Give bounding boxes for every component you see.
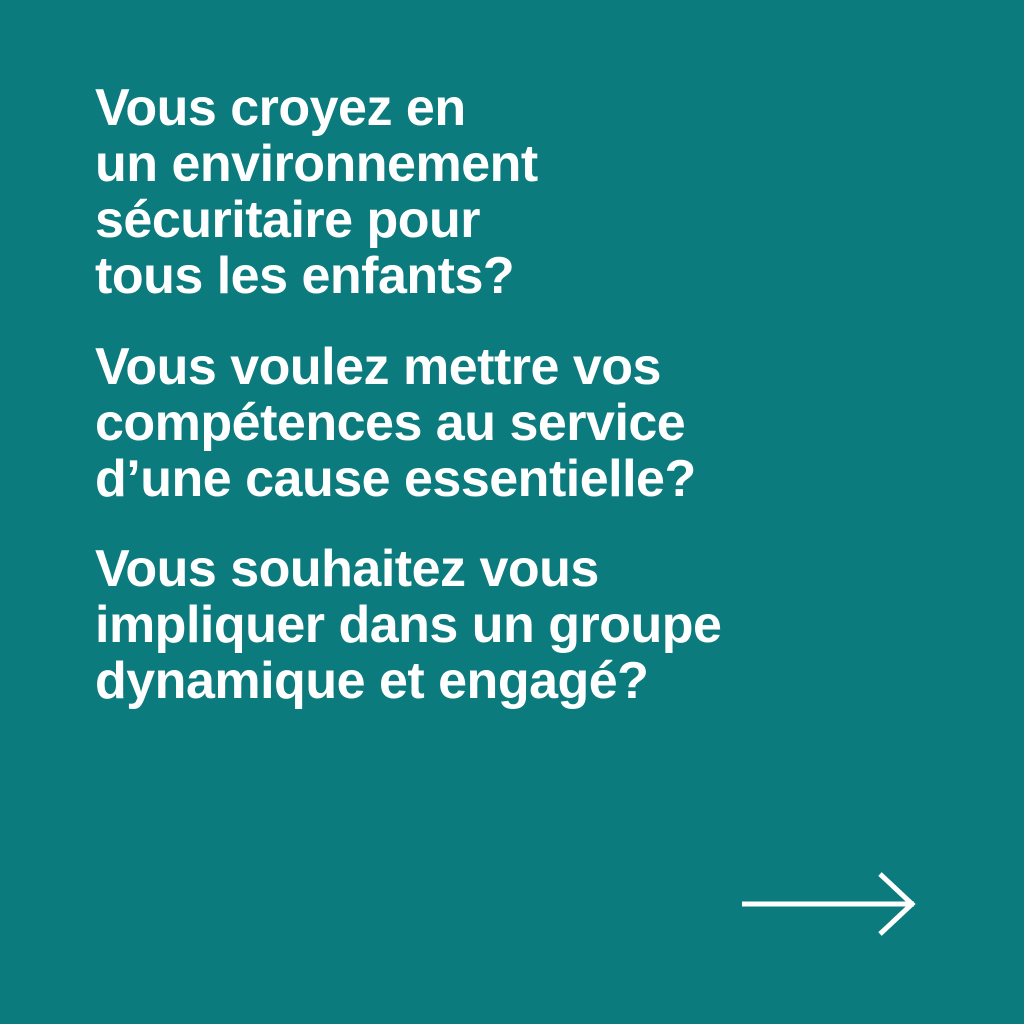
question-3-line-1: Vous souhaitez vous bbox=[95, 540, 599, 599]
question-1-line-3: sécuritaire pour bbox=[95, 191, 481, 250]
question-2-line-1: Vous voulez mettre vos bbox=[95, 337, 661, 396]
question-block-3 bbox=[95, 541, 944, 709]
question-block-2 bbox=[95, 339, 944, 507]
arrow-right-icon[interactable] bbox=[740, 872, 920, 936]
text-content bbox=[95, 80, 944, 710]
question-block-1 bbox=[95, 80, 944, 305]
question-2-line-2: compétences au service bbox=[95, 393, 686, 452]
question-1-line-4: tous les enfants? bbox=[95, 247, 515, 306]
question-3-line-3: dynamique et engagé? bbox=[95, 652, 649, 711]
question-3-line-2: impliquer dans un groupe bbox=[95, 596, 722, 655]
question-2-line-3: d’une cause essentielle? bbox=[95, 449, 696, 508]
question-1-line-2: un environnement bbox=[95, 135, 538, 194]
question-1-line-1: Vous croyez en bbox=[95, 79, 466, 137]
